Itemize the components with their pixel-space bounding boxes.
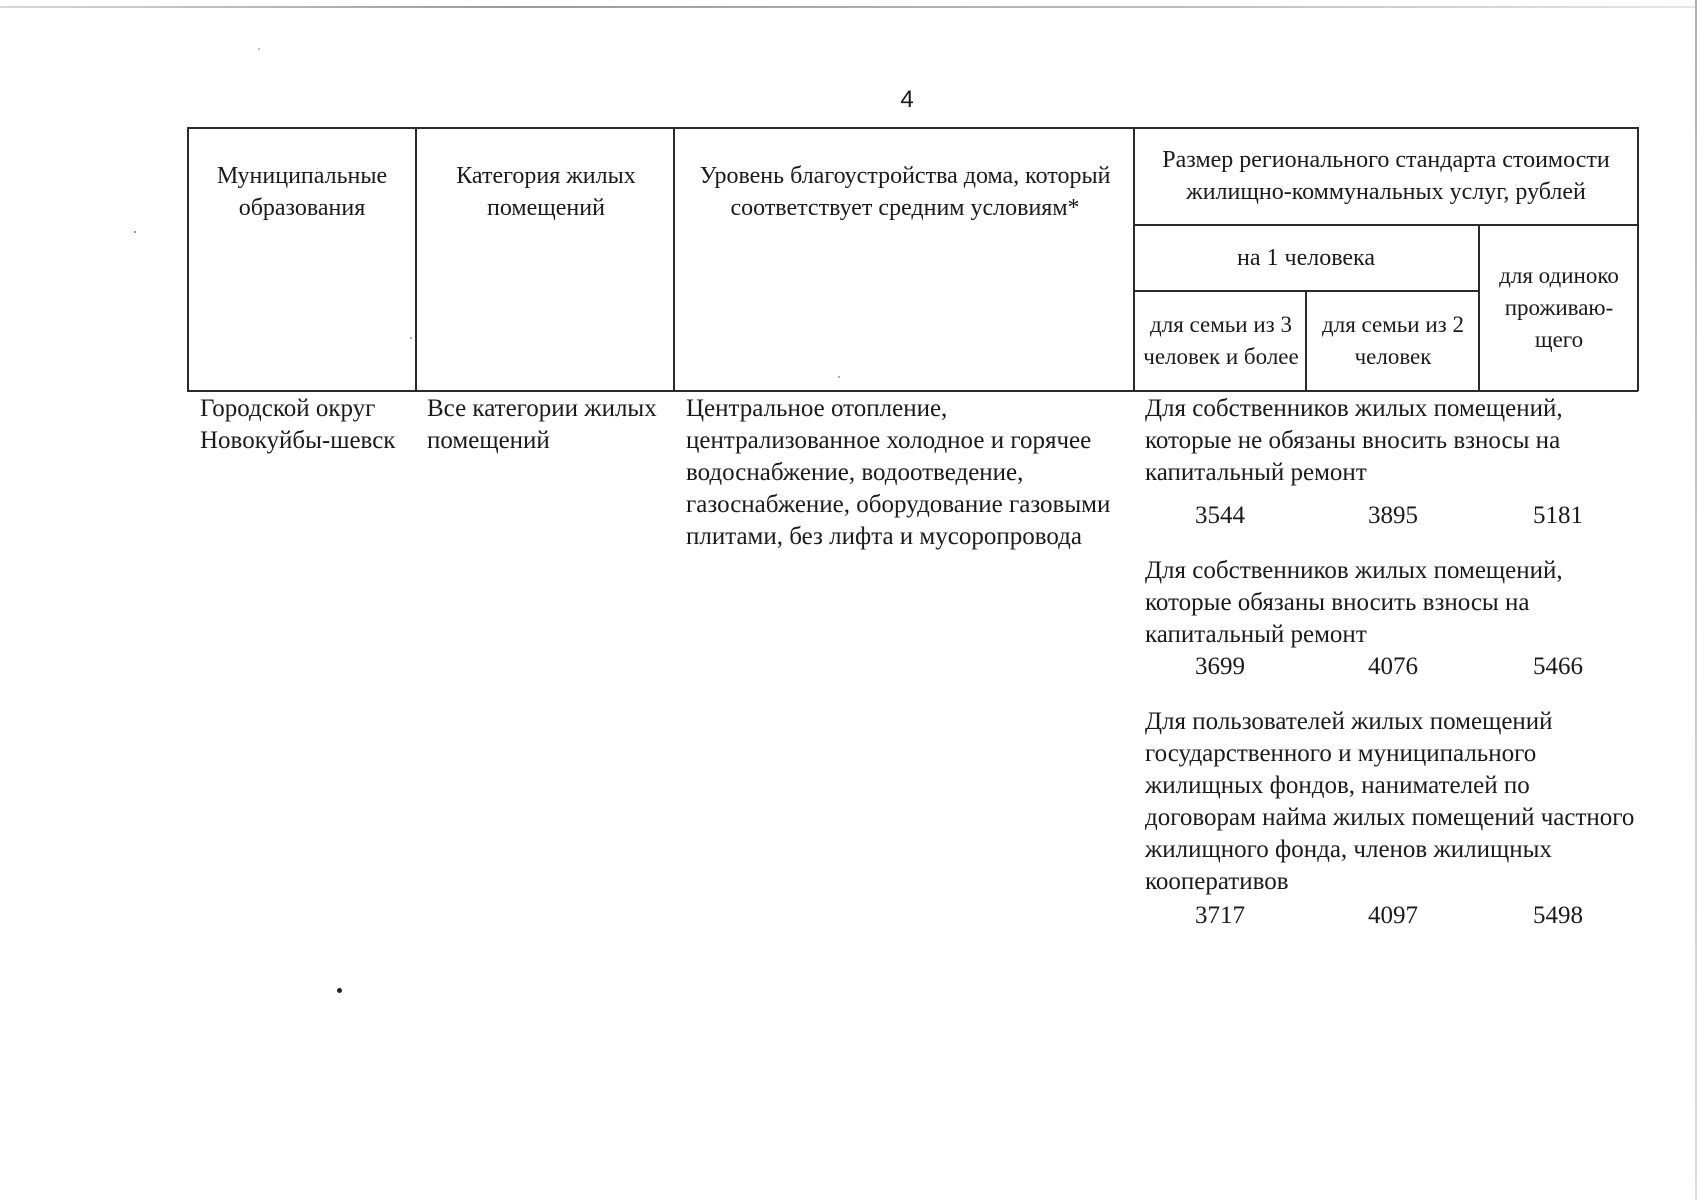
value-single: 5498 [1533, 902, 1583, 929]
cell-amenity-level: Центральное отопление, централизованное холодное и горячее водоснабжение, водоотведение, газоснабжение, оборудование газовыми плитами, без лифта и мусоропровода [686, 395, 1111, 550]
header-standard-size: Размер регионального стандарта стоимости жилищно-коммунальных услуг, рублей [1162, 147, 1610, 205]
header-single: для одиноко проживаю-щего [1499, 263, 1619, 352]
header-category: Категория жилых помещений [456, 163, 636, 221]
value-single: 5181 [1533, 502, 1583, 529]
header-bottom-border [187, 390, 1638, 392]
group-label: Для пользователей жилых помещений государственного и муниципального жилищных фондов, нанимателей по договорам найма жилых помещений частного жилищного фонда, членов жилищных кооперативов [1145, 708, 1635, 895]
col-divider-4 [1305, 290, 1307, 391]
group-label: Для собственников жилых помещений, которые обязаны вносить взносы на капитальный ремонт [1145, 557, 1563, 648]
group-label: Для собственников жилых помещений, которые не обязаны вносить взносы на капитальный ремонт [1145, 395, 1563, 486]
value-family-3: 3544 [1195, 502, 1245, 529]
table-left-border [187, 127, 189, 391]
scan-edge-top [0, 6, 1697, 8]
scan-speck [410, 337, 412, 339]
page-number: 4 [900, 86, 914, 113]
header-amenity-level: Уровень благоустройства дома, который соответствует средним условиям* [699, 163, 1111, 221]
table-right-border [1637, 127, 1639, 391]
value-family-2: 3895 [1368, 502, 1418, 529]
col-divider-1 [415, 127, 417, 391]
scan-speck [838, 376, 840, 378]
value-family-2: 4076 [1368, 653, 1418, 680]
col-divider-5 [1478, 224, 1480, 391]
scan-speck [134, 231, 136, 233]
header-municipality: Муниципальные образования [216, 163, 388, 221]
cell-municipality: Городской округ Новокуйбы-шевск [200, 395, 396, 454]
scan-speck [258, 48, 260, 50]
value-family-3: 3717 [1195, 902, 1245, 929]
value-family-3: 3699 [1195, 653, 1245, 680]
header-family-3: для семьи из 3 человек и более [1143, 312, 1299, 369]
scan-speck [337, 988, 342, 993]
value-single: 5466 [1533, 653, 1583, 680]
header-family-2: для семьи из 2 человек [1322, 312, 1464, 369]
value-family-2: 4097 [1368, 902, 1418, 929]
col-divider-2 [673, 127, 675, 391]
cell-category: Все категории жилых помещений [427, 395, 657, 454]
header-per-person: на 1 человека [1237, 245, 1375, 271]
